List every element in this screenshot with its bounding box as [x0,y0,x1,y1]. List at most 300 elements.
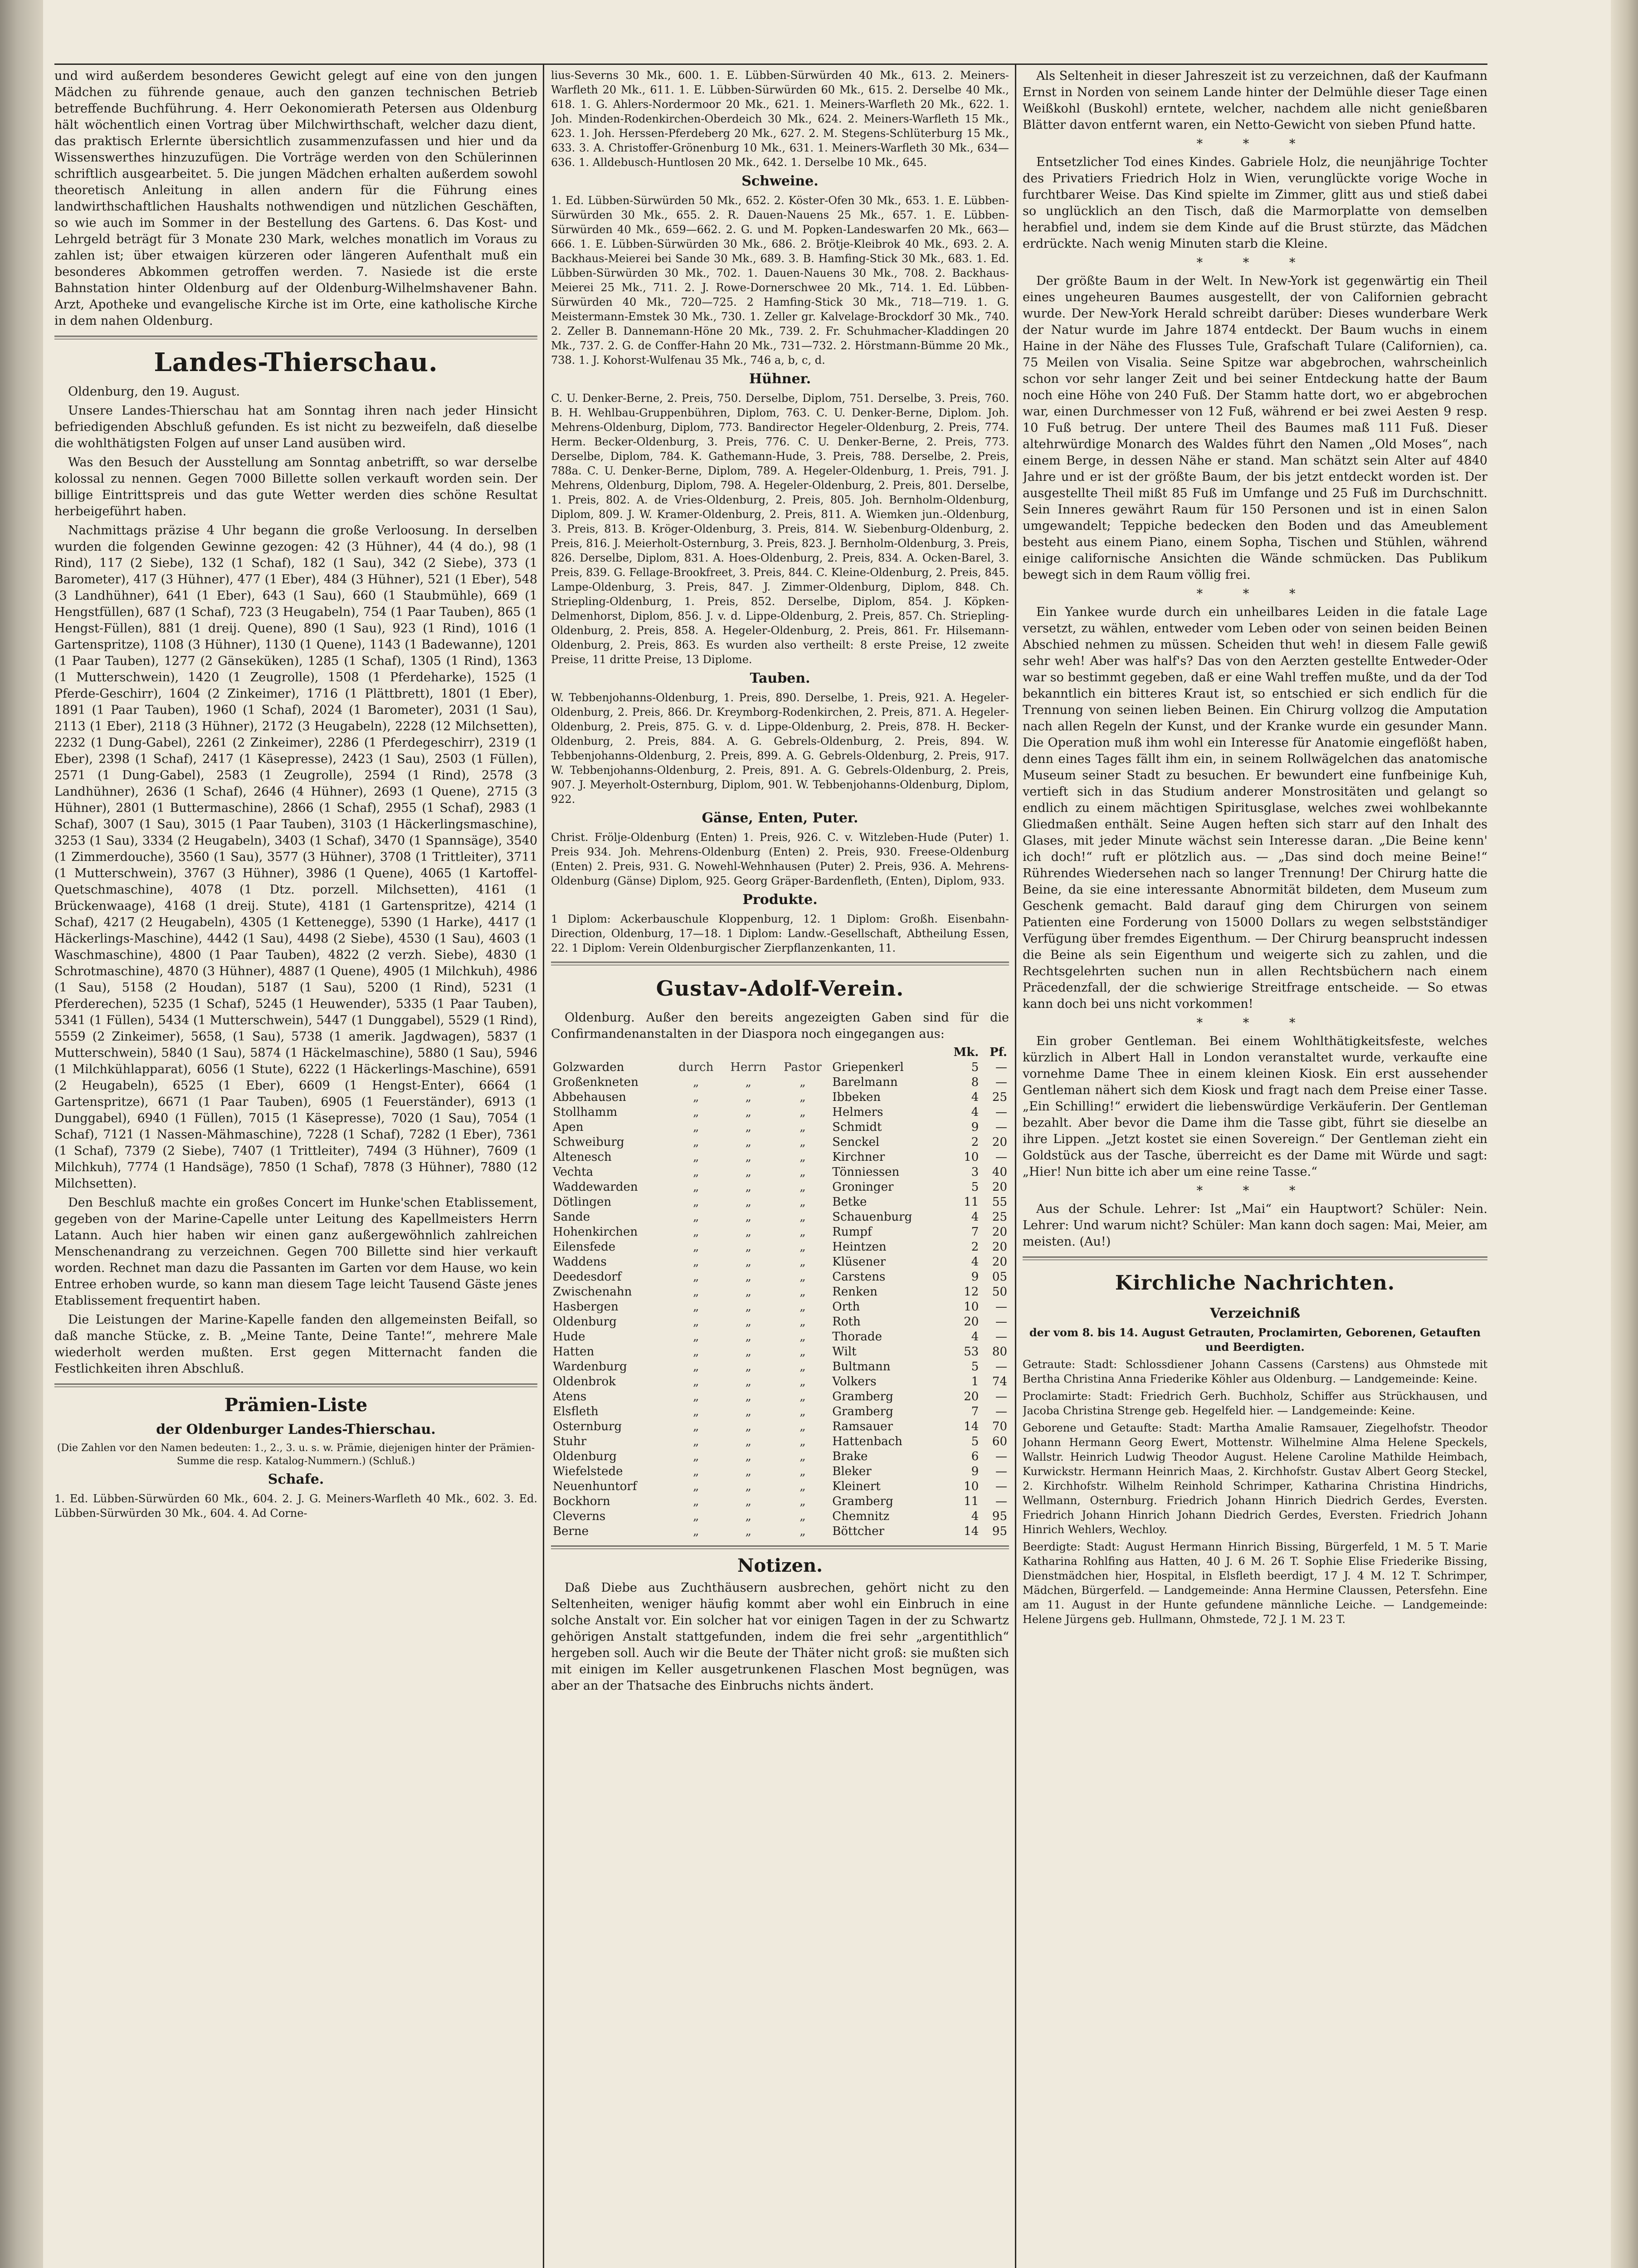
table-cell: „ [800,1495,806,1508]
text-paragraph: 1. Ed. Lübben-Sürwürden 60 Mk., 604. 2. J. G. Meiners-Warfleth 40 Mk., 602. 3. Ed. Lübben-Sürwürden 30 Mk., 604. 4. Ad Corne- [54,1492,537,1520]
text-paragraph: Proclamirte: Stadt: Friedrich Gerh. Buchholz, Schiffer aus Strückhausen, und Jacoba Christina Strenge geb. Hegelfeld hier. — Landgemeinde: Keine. [1023,1390,1487,1417]
text-paragraph: 1 Diplom: Ackerbauschule Kloppenburg, 12. 1 Diplom: Großh. Eisenbahn-Direction, Oldenburg, 17—18. 1 Diplom: Landw.-Gesellschaft, Abtheilung Essen, 22. 1 Diplom: Verein Oldenburgischer Zierpflanzenkanten, 11. [551,913,1009,954]
table-row [551,1180,1009,1195]
table-cell: Orth [832,1300,860,1314]
table-row [551,1494,1009,1509]
table-cell: 4 [971,1105,979,1119]
table-row [551,1270,1009,1285]
text-paragraph: Oldenburg. Außer den bereits angezeigten Gaben sind für die Confirmandenanstalten in der Diaspora noch eingegangen aus: [551,1011,1009,1041]
table-cell: 20 [992,1240,1007,1254]
table-cell: „ [745,1405,751,1418]
table-row [551,1105,1009,1120]
table-cell: „ [800,1270,806,1284]
table-cell: — [995,1120,1007,1134]
table-cell: „ [693,1120,699,1134]
table-cell: Cleverns [553,1510,606,1523]
separator-stars: * * * [1196,587,1314,601]
table-cell: „ [800,1300,806,1314]
table-cell: „ [745,1210,751,1224]
table-cell: 9 [971,1270,979,1284]
table-cell: Helmers [832,1105,883,1119]
table-cell: Neuenhuntorf [553,1480,637,1493]
table-cell: „ [800,1255,806,1269]
table-cell: Groninger [832,1180,894,1194]
table-cell: Stuhr [553,1435,587,1448]
table-cell: 20 [964,1390,979,1403]
table-cell: Betke [832,1195,867,1209]
table-row [551,1150,1009,1165]
table-cell: 9 [971,1120,979,1134]
table-cell: Oldenburg [553,1450,617,1463]
table-cell: Kirchner [832,1150,885,1164]
table-cell: „ [800,1330,806,1344]
table-cell: „ [693,1225,699,1239]
table-row [551,1359,1009,1374]
table-row [551,1464,1009,1479]
table-cell: „ [693,1480,699,1493]
dateline: Oldenburg, den 19. August. [68,385,240,399]
table-cell: 14 [964,1525,979,1538]
section-heading: Landes-Thierschau. [154,347,438,377]
table-cell: Waddewarden [553,1180,638,1194]
table-cell: Schauenburg [832,1210,912,1224]
table-cell: Atens [553,1390,587,1403]
table-cell: 3 [971,1165,979,1179]
table-row [551,1165,1009,1180]
text-paragraph: Die Leistungen der Marine-Kapelle fanden den allgemeinsten Beifall, so daß manche Stücke, z. B. „Meine Tante, Deine Tante!“, mehrere Male wiederholt werden mußten. Erst gegen Mitternacht fanden die Festlichkeiten ihren Abschluß. [54,1313,537,1376]
text-paragraph: Nachmittags präzise 4 Uhr begann die große Verloosung. In derselben wurden die folgenden Gewinne gezogen: 42 (3 Hühner), 44 (4 do.), 98 (1 Rind), 117 (2 Siebe), 132 (1 Schaf), 182 (1 Sau), 342 (2 Siebe), 373 (1 Barometer), 417 (3 Hühner), 477 (1 Eber), 484 (3 Hühner), 521 (1 Eber), 548 (3 Landhühner), 641 (1 Eber), 643 (1 Sau), 660 (1 Staubmühle), 669 (1 Hengstfüllen), 687 (1 Schaf), 723 (3 Heugabeln), 754 (1 Paar Tauben), 865 (1 Hengst-Füllen), 881 (1 dreij. Quene), 890 (1 Sau), 923 (1 Rind), 1016 (1 Gartenspritze), 1108 (3 Hühner), 1130 (1 Quene), 1143 (1 Badewanne), 1201 (1 Paar Tauben), 1277 (2 Gänseküken), 1285 (1 Schaf), 1305 (1 Rind), 1363 (1 Mutterschwein), 1420 (1 Zeugrolle), 1508 (1 Pferdeharke), 1525 (1 Pferde-Geschirr), 1604 (2 Zinkeimer), 1716 (1 Plättbrett), 1801 (1 Eber), 1891 (1 Paar Tauben), 1960 (1 Schaf), 2024 (1 Barometer), 2031 (1 Sau), 2113 (1 Eber), 2118 (3 Hühner), 2172 (3 Heugabeln), 2228 (12 Milchsetten), 2232 (1 Dung-Gabel), 2261 (2 Zinkeimer), 2286 (1 Pferdegeschirr), 2319 (1 Eber), 2398 (1 Schaf), 2417 (1 Käsepresse), 2423 (1 Sau), 2503 (1 Füllen), 2571 (1 Dung-Gabel), 2583 (1 Zeugrolle), 2594 (1 Rind), 2578 (3 Landhühner), 2636 (1 Schaf), 2646 (4 Hühner), 2693 (1 Quene), 2715 (3 Hühner), 2801 (1 Buttermaschine), 2866 (1 Schaf), 2955 (1 Schaf), 2983 (1 Schaf), 3007 (1 Sau), 3015 (1 Paar Tauben), 3103 (1 Häckerlingsmaschine), 3253 (1 Sau), 3334 (2 Heugabeln), 3403 (1 Schaf), 3470 (1 Spannsäge), 3540 (1 Zimmerdouche), 3560 (1 Sau), 3577 (3 Hühner), 3708 (1 Trittleiter), 3711 (1 Mutterschwein), 3767 (3 Hühner), 3986 (1 Quene), 4065 (1 Kartoffel-Quetschmaschine), 4078 (1 Dtz. porzell. Milchsetten), 4161 (1 Brückenwaage), 4168 (1 dreij. Stute), 4181 (1 Gartenspritze), 4214 (1 Schaf), 4217 (2 Heugabeln), 4305 (1 Kettenegge), 5390 (1 Harke), 4417 (1 Häckerlings-Maschine), 4442 (1 Sau), 4498 (2 Siebe), 4530 (1 Sau), 4603 (1 Waschmaschine), 4800 (1 Paar Tauben), 4822 (2 verzh. Siebe), 4830 (1 Schrotmaschine), 4870 (3 Hühner), 4887 (1 Quene), 4905 (1 Milchkuh), 4986 (1 Sau), 5158 (2 Houdan), 5187 (1 Sau), 5200 (1 Rind), 5231 (1 Pferderechen), 5235 (1 Schaf), 5245 (1 Heuwender), 5335 (1 Paar Tauben), 5341 (1 Füllen), 5434 (1 Mutterschwein), 5447 (1 Dunggabel), 5529 (1 Rind), 5559 (2 Zinkeimer), 5658, (1 Sau), 5738 (1 amerik. Jagdwagen), 5837 (1 Mutterschwein), 5840 (1 Sau), 5874 (1 Häckelmaschine), 5880 (1 Sau), 5946 (1 Milchkühlapparat), 6056 (1 Stute), 6222 (1 Häckerlings-Maschine), 6591 (2 Heugabeln), 6525 (1 Eber), 6609 (1 Hengst-Enter), 6664 (1 Gartenspritze), 6671 (1 Paar Tauben), 6905 (1 Feuerständer), 6913 (1 Dunggabel), 6940 (1 Füllen), 7015 (1 Käsepresse), 7020 (1 Sau), 7054 (1 Schaf), 7121 (1 Nassen-Mähmaschine), 7228 (1 Schaf), 7282 (1 Eber), 7361 (1 Schaf), 7379 (2 Siebe), 7407 (1 Trittleiter), 7494 (3 Hühner), 7609 (1 Milchkuh), 7774 (1 Handsäge), 7850 (1 Schaf), 7878 (3 Hühner), 7880 (12 Milchsetten). [54,523,537,1191]
note: (Die Zahlen vor den Namen bedeuten: 1., 2., 3. u. s. w. Prämie, diejenigen hinter der Prämien-Summe die resp. Katalog-Nummern.) (Schluß.) [57,1442,535,1467]
table-cell: 20 [992,1225,1007,1239]
table-cell: Dötlingen [553,1195,612,1209]
table-cell: Bockhorn [553,1495,610,1508]
text-paragraph: Der größte Baum in der Welt. In New-York ist gegenwärtig ein Theil eines ungeheuren Baumes ausgestellt, der von Californien gebracht wurde. Der New-York Herald schreibt darüber: Dieses wunderbare Werk der Natur wurde im Jahre 1874 entdeckt. Der Baum wuchs in einem Haine in der Nähe des Flusses Tule, Grafschaft Tulare (Californien), ca. 75 Meilen von Visalia. Seine Spitze war abgebrochen, wahrscheinlich schon vor sehr langer Zeit und bei seiner Entdeckung hatte der Baum noch eine Höhe von 240 Fuß. Der Stamm hatte dort, wo er abgebrochen war, einen Durchmesser von 12 Fuß, während er bei zwei Aesten 9 resp. 10 Fuß betrug. Der untere Theil des Baumes maß 111 Fuß. Dieser altehrwürdige Monarch des Waldes führt den Namen „Old Moses“, nach einem Berge, in dessen Nähe er stand. Man schätzt sein Alter auf 4840 Jahre und er ist der größte Baum, der bis jetzt entdeckt worden ist. Der ausgestellte Theil mißt 85 Fuß im Umfange und 25 Fuß im Durchschnitt. Sein Inneres gewährt Raum für 150 Personen und ist in einen Salon umgewandelt; Teppiche bedecken den Boden und das Ameublement besteht aus einem Piano, einem Sopha, Tischen und Stühlen, während einige californische Ansichten die Wände schmücken. Das Publikum bewegt sich in dem Raum völlig frei. [1023,274,1487,582]
table-cell: 25 [992,1090,1007,1104]
table-cell: „ [693,1090,699,1104]
table-cell: 4 [971,1210,979,1224]
table-row [551,1479,1009,1494]
table-cell: 11 [964,1195,979,1209]
table-cell: „ [693,1150,699,1164]
table-cell: 20 [964,1315,979,1329]
text-paragraph: Geborene und Getaufte: Stadt: Martha Amalie Ramsauer, Ziegelhofstr. Theodor Johann Hermann Georg Ewert, Mottenstr. Wilhelmine Alma Helene Speckels, Wallstr. Heinrich Ludwig Theodor August. Helene Caroline Mathilde Heimbach, Kurwickstr. Hermann Heinrich Maas, 2. Kirchhofstr. Gustav Albert Georg Steckel, 2. Kirchhofstr. Wilhelm Reinhold Schrimper, Katharina Christina Hindrichs, Wellmann, Osternburg. Friedrich Johann Hinrich Diedrich Gerdes, Eversten. Friedrich Johann Hinrich Johann Diedrich Gerdes, Eversten. Friedrich Johann Hinrich Wehlers, Wechloy. [1023,1422,1487,1536]
donation-table [551,1045,1009,1539]
table-cell: — [995,1300,1007,1314]
table-cell: 10 [964,1480,979,1493]
section-subheading: Verzeichniß [1209,1305,1300,1321]
table-cell: 12 [964,1285,979,1299]
table-cell: 9 [971,1465,979,1478]
table-cell: „ [693,1240,699,1254]
table-cell: „ [693,1330,699,1344]
table-cell: Ramsauer [832,1420,893,1433]
table-cell: „ [745,1375,751,1388]
table-row [551,1075,1009,1090]
table-cell: Wiefelstede [553,1465,623,1478]
table-row [551,1330,1009,1344]
table-header-row [551,1045,1009,1060]
table-cell: „ [745,1285,751,1299]
table-cell: „ [745,1315,751,1329]
table-cell: Gramberg [832,1405,893,1418]
table-row [551,1344,1009,1359]
table-row [551,1374,1009,1389]
text-paragraph: Christ. Frölje-Oldenburg (Enten) 1. Preis, 926. C. v. Witzleben-Hude (Puter) 1. Preis 934. Joh. Mehrens-Oldenburg (Enten) 2. Preis, 930. Freese-Oldenburg (Enten) 2. Preis, 931. G. Nowehl-Wehnhausen (Puter) 2. Preis, 936. A. Mehrens-Oldenburg (Gänse) Diplom, 925. Georg Gräper-Bardenfleth, (Enten), Diplom, 933. [551,831,1009,887]
table-cell: 4 [971,1255,979,1269]
table-cell: Oldenburg [553,1315,617,1329]
table-cell: „ [745,1165,751,1179]
table-cell: „ [693,1420,699,1433]
table-cell: „ [800,1225,806,1239]
table-cell: „ [745,1270,751,1284]
table-cell: „ [693,1375,699,1388]
text-paragraph: Entsetzlicher Tod eines Kindes. Gabriele Holz, die neunjährige Tochter des Privatiers Friedrich Holz in Wien, verunglückte vorige Woche in furchtbarer Weise. Das Kind spielte im Zimmer, glitt aus und stieß dabei so unglücklich an den Tisch, daß die Marmorplatte von demselben herabfiel und, indem sie dem Kinde auf die Brust stürzte, das Mädchen erdrückte. Nach wenig Minuten starb die Kleine. [1023,155,1487,251]
separator-stars: * * * [1196,1184,1314,1198]
section-heading: Gustav-Adolf-Verein. [656,976,904,1001]
table-cell: 55 [992,1195,1007,1209]
table-cell: Osternburg [553,1420,622,1433]
table-cell: „ [800,1150,806,1164]
table-cell: 60 [992,1435,1007,1448]
table-cell: „ [800,1345,806,1359]
table-cell: „ [745,1150,751,1164]
category-heading: Hühner. [749,371,811,387]
table-cell: „ [800,1285,806,1299]
table-cell: „ [800,1165,806,1179]
table-row [551,1389,1009,1404]
table-cell: Wilt [832,1345,857,1359]
table-cell: — [995,1150,1007,1164]
table-cell: 5 [971,1061,979,1074]
table-cell: 20 [992,1255,1007,1269]
table-row [551,1225,1009,1240]
table-cell: 53 [964,1345,979,1359]
table-cell: „ [745,1240,751,1254]
table-cell: Vechta [553,1165,594,1179]
table-cell: Deedesdorf [553,1270,622,1284]
table-row [551,1255,1009,1270]
page-edge [1611,0,1638,2268]
table-cell: Gramberg [832,1390,893,1403]
table-cell: 14 [964,1420,979,1433]
table-cell: „ [693,1495,699,1508]
table-cell: Hude [553,1330,585,1344]
table-cell: „ [800,1075,806,1089]
table-cell: „ [745,1105,751,1119]
table-cell: Barelmann [832,1075,898,1089]
table-cell: Senckel [832,1135,880,1149]
table-cell: Wardenburg [553,1360,627,1374]
table-cell: Abbehausen [553,1090,626,1104]
table-row [551,1419,1009,1434]
table-cell: 10 [964,1300,979,1314]
table-cell: „ [745,1135,751,1149]
table-cell: „ [745,1300,751,1314]
table-cell: 40 [992,1165,1007,1179]
table-cell: „ [800,1195,806,1209]
table-cell: — [995,1480,1007,1493]
text-paragraph: C. U. Denker-Berne, 2. Preis, 750. Derselbe, Diplom, 751. Derselbe, 3. Preis, 760. B. H. Wehlbau-Gruppenbühren, Diplom, 763. C. U. Denker-Berne, Diplom. Joh. Mehrens-Oldenburg, Diplom, 773. Bandirector Hegeler-Oldenburg, 2. Preis, 774. Herm. Becker-Oldenburg, 3. Preis, 776. C. U. Denker-Berne, 2. Preis, 773. Derselbe, Diplom, 784. K. Gathemann-Hude, 3. Preis, 788. Derselbe, 2. Preis, 788a. C. U. Denker-Berne, Diplom, 789. A. Hegeler-Oldenburg, 1. Preis, 791. J. Mehrens, Oldenburg, Diplom, 798. A. Hegeler-Oldenburg, 2. Preis, 801. Derselbe, 1. Preis, 802. A. de Vries-Oldenburg, 2. Preis, 805. Joh. Bernholm-Oldenburg, Diplom, 809. J. W. Kramer-Oldenburg, 2. Preis, 811. A. Wiemken jun.-Oldenburg, 3. Preis, 813. B. Kröger-Oldenburg, 3. Preis, 814. W. Siebenburg-Oldenburg, 2. Preis, 816. J. Meierholt-Osternburg, 3. Preis, 823. J. Bernholm-Oldenburg, 3. Preis, 826. Derselbe, Diplom, 831. A. Hoes-Oldenburg, 2. Preis, 834. A. Ocken-Barel, 3. Preis, 839. G. Fellage-Brookfreet, 3. Preis, 844. C. Kleine-Oldenburg, 2. Preis, 845. Lampe-Oldenburg, 3. Preis, 847. J. Zimmer-Oldenburg, Diplom, 848. Ch. Striepling-Oldenburg, 1. Preis, 852. Derselbe, Diplom, 854. J. Köpken-Delmenhorst, Diplom, 856. J. v. d. Lippe-Oldenburg, 2. Preis, 857. Ch. Striepling-Oldenburg, 2. Preis, 858. A. Hegeler-Oldenburg, 2. Preis, 861. Fr. Hilsemann-Oldenburg, 2. Preis, 863. Es wurden also vertheilt: 8 erste Preise, 12 zweite Preise, 11 dritte Preise, 13 Diplome. [551,392,1009,666]
table-cell: Tönniessen [832,1165,900,1179]
table-cell: — [995,1360,1007,1374]
divider [551,962,1009,965]
table-cell: 95 [992,1525,1007,1538]
table-cell: Berne [553,1525,589,1538]
divider [54,336,537,339]
table-cell: Carstens [832,1270,886,1284]
table-cell: Schweiburg [553,1135,624,1149]
section-heading: Notizen. [737,1555,823,1576]
table-cell: Waddens [553,1255,607,1269]
table-row [551,1404,1009,1419]
table-cell: 2 [971,1135,979,1149]
table-cell: „ [745,1330,751,1344]
table-cell: durch [678,1061,714,1074]
text-paragraph: Den Beschluß machte ein großes Concert im Hunke'schen Etablissement, gegeben von der Marine-Capelle unter Leitung des Kapellmeisters Herrn Latann. Auch hier haben wir einen ganz außergewöhnlich zahlreichen Menschenandrang zu verzeichnen. Gegen 700 Billette sind hier verkauft worden. Rechnet man dazu die Passanten im Garten vor dem Hause, wo kein Entree erhoben wurde, so kann man diesem Tage leicht Tausend Gäste jenes Etablissement frequentirt haben. [54,1196,537,1308]
table-cell: Hohenkirchen [553,1225,638,1239]
table-cell: „ [693,1345,699,1359]
column-rule [543,64,544,2268]
table-cell: „ [745,1360,751,1374]
table-cell: Volkers [832,1375,877,1388]
table-cell: „ [693,1075,699,1089]
table-cell: „ [745,1120,751,1134]
table-cell: „ [800,1090,806,1104]
table-cell: Chemnitz [832,1510,890,1523]
text-paragraph: Beerdigte: Stadt: August Hermann Hinrich Bissing, Bürgerfeld, 1 M. 5 T. Marie Katharina Rohlfing aus Hatten, 40 J. 6 M. 26 T. Sophie Elise Friederike Bissing, Dienstmädchen hier, Hospital, in Elsfleth beerdigt, 17 J. 4 M. 12 T. Schrimper, Mädchen, Bürgerfeld. — Landgemeinde: Anna Hermine Claussen, Petersfehn. Eine am 11. August in der Hunte gefundene männliche Leiche. — Landgemeinde: Helene Jürgens geb. Hullmann, Ohmstede, 72 J. 1 M. 23 T. [1023,1540,1487,1626]
table-cell: Renken [832,1285,878,1299]
table-cell: „ [693,1270,699,1284]
table-cell: „ [745,1390,751,1403]
table-cell: „ [800,1360,806,1374]
table-cell: „ [800,1480,806,1493]
table-cell: — [995,1330,1007,1344]
table-cell: „ [745,1195,751,1209]
table-cell: „ [745,1450,751,1463]
table-cell: „ [800,1435,806,1448]
table-cell: „ [800,1180,806,1194]
table-cell: Altenesch [553,1150,612,1164]
table-cell: 7 [971,1405,979,1418]
table-cell: „ [693,1165,699,1179]
table-cell: „ [693,1105,699,1119]
table-cell: „ [693,1180,699,1194]
table-row [551,1434,1009,1449]
table-cell: 25 [992,1210,1007,1224]
table-cell: — [995,1495,1007,1508]
table-row [551,1509,1009,1524]
table-cell: 1 [971,1375,979,1388]
table-row [551,1300,1009,1315]
table-cell: „ [693,1510,699,1523]
table-cell: Hattenbach [832,1435,902,1448]
table-cell: „ [800,1210,806,1224]
table-cell: Kleinert [832,1480,881,1493]
table-cell: „ [800,1390,806,1403]
table-cell: „ [745,1420,751,1433]
table-row [551,1090,1009,1105]
table-cell: 4 [971,1330,979,1344]
table-cell: 6 [971,1450,979,1463]
table-cell: „ [745,1435,751,1448]
text-paragraph: lius-Severns 30 Mk., 600. 1. E. Lübben-Sürwürden 40 Mk., 613. 2. Meiners-Warfleth 20 Mk., 611. 1. E. Lübben-Sürwürden 60 Mk., 615. 2. Derselbe 40 Mk., 618. 1. G. Ahlers-Nordermoor 20 Mk., 621. 1. Meiners-Warfleth 20 Mk., 622. 1. Joh. Minden-Rodenkirchen-Oberdeich 30 Mk., 624. 2. Meiners-Warfleth 15 Mk., 623. 1. Joh. Herssen-Pferdeberg 20 Mk., 627. 2. M. Stegens-Schlüterburg 15 Mk., 633. 3. A. Christoffer-Grönenburg 10 Mk., 631. 1. Meiners-Warfleth 30 Mk., 634—636. 1. Alldebusch-Huntlosen 20 Mk., 642. 1. Derselbe 10 Mk., 645. [551,69,1009,169]
text-paragraph: Als Seltenheit in dieser Jahreszeit ist zu verzeichnen, daß der Kaufmann Ernst in Norden von seinem Lande hinter der Delmühle dieser Tage einen Weißkohl (Buskohl) erntete, welcher, nachdem alle nicht genießbaren Blätter davon entfernt waren, ein Netto-Gewicht von sieben Pfund hatte. [1023,69,1487,132]
table-cell: Hasbergen [553,1300,619,1314]
table-row [551,1195,1009,1210]
table-cell: Rumpf [832,1225,872,1239]
category-heading: Gänse, Enten, Puter. [702,810,858,826]
table-cell: Oldenbrok [553,1375,616,1388]
table-cell: — [995,1075,1007,1089]
table-cell: „ [800,1465,806,1478]
divider [1023,1256,1487,1260]
table-cell: — [995,1450,1007,1463]
table-cell: „ [800,1105,806,1119]
divider [551,1545,1009,1549]
table-cell: 10 [964,1150,979,1164]
table-row [551,1210,1009,1225]
table-cell: „ [800,1510,806,1523]
text-paragraph: 1. Ed. Lübben-Sürwürden 50 Mk., 652. 2. Köster-Ofen 30 Mk., 653. 1. E. Lübben-Sürwürden 30 Mk., 655. 2. R. Dauen-Nauens 25 Mk., 657. 1. E. Lübben-Sürwürden 40 Mk., 659—662. 2. G. und M. Popken-Landeswarfen 20 Mk., 663—666. 1. E. Lübben-Sürwürden 30 Mk., 686. 2. Brötje-Kleibrok 40 Mk., 693. 2. A. Backhaus-Meierei bei Sande 30 Mk., 689. 3. B. Hamfing-Stick 30 Mk., 683. 1. Ed. Lübben-Sürwürden 30 Mk., 702. 1. Dauen-Nauens 30 Mk., 708. 2. Backhaus-Meierei 25 Mk., 711. 2. J. Rowe-Dornerschwee 20 Mk., 714. 1. Ed. Lübben-Sürwürden 40 Mk., 720—725. 2 Hamfing-Stick 30 Mk., 718—719. 1. G. Meistermann-Emstek 30 Mk., 730. 1. Zeller gr. Kalvelage-Brockdorf 30 Mk., 740. 2. Zeller B. Dannemann-Höne 20 Mk., 739. 2. Fr. Schuhmacher-Kladdingen 20 Mk., 737. 2. G. de Conffer-Hahn 20 Mk., 731—732. 2. Hörstmann-Bümme 20 Mk., 738. 1. J. Kohorst-Wulfenau 35 Mk., 746 a, b, c, d. [551,194,1009,367]
table-cell: „ [693,1285,699,1299]
table-cell: Stollhamm [553,1105,618,1119]
table-cell: Zwischenahn [553,1285,632,1299]
column-right [1023,68,1487,2268]
table-cell: 11 [964,1495,979,1508]
table-cell: Thorade [832,1330,882,1344]
table-cell: „ [693,1390,699,1403]
table-cell: 5 [971,1180,979,1194]
table-row [551,1120,1009,1135]
table-cell: 20 [992,1180,1007,1194]
section-heading: Prämien-Liste [224,1394,368,1416]
table-cell: „ [745,1465,751,1478]
table-cell: „ [693,1315,699,1329]
table-cell: Pastor [784,1061,822,1074]
table-cell: Gramberg [832,1495,893,1508]
table-cell: „ [800,1375,806,1388]
table-cell: „ [693,1525,699,1538]
table-cell: 05 [992,1270,1007,1284]
section-heading: Kirchliche Nachrichten. [1115,1271,1395,1295]
table-cell: „ [745,1525,751,1538]
table-cell: 20 [992,1135,1007,1149]
table-cell: „ [745,1255,751,1269]
table-cell: „ [800,1120,806,1134]
column-header: Pf. [990,1046,1007,1059]
separator-stars: * * * [1196,137,1314,151]
table-cell: Griepenkerl [832,1061,904,1074]
table-row [551,1285,1009,1300]
table-cell: „ [693,1360,699,1374]
table-cell: Apen [553,1120,584,1134]
table-cell: Bleker [832,1465,872,1478]
table-cell: Sande [553,1210,590,1224]
table-cell: 74 [992,1375,1007,1388]
table-row [551,1524,1009,1539]
table-cell: „ [800,1420,806,1433]
table-cell: „ [693,1450,699,1463]
table-cell: — [995,1390,1007,1403]
table-cell: — [995,1315,1007,1329]
table-cell: 5 [971,1360,979,1374]
table-cell: 50 [992,1285,1007,1299]
table-cell: „ [745,1090,751,1104]
table-cell: Klüsener [832,1255,886,1269]
category-heading: Schafe. [268,1471,324,1487]
column-rule [1015,64,1016,2268]
table-cell: Golzwarden [553,1061,624,1074]
table-cell: Schmidt [832,1120,882,1134]
table-cell: 4 [971,1510,979,1523]
table-cell: „ [745,1480,751,1493]
table-cell: Brake [832,1450,868,1463]
table-cell: Heintzen [832,1240,887,1254]
table-cell: — [995,1105,1007,1119]
section-subheading: der Oldenburger Landes-Thierschau. [156,1422,436,1437]
table-cell: „ [745,1075,751,1089]
table-row [551,1240,1009,1255]
table-cell: Großenkneten [553,1075,639,1089]
separator-stars: * * * [1196,256,1314,270]
table-cell: — [995,1405,1007,1418]
column-left [54,68,537,2268]
table-cell: „ [745,1180,751,1194]
table-row [551,1449,1009,1464]
table-cell: „ [693,1435,699,1448]
table-cell: — [995,1465,1007,1478]
table-cell: 8 [971,1075,979,1089]
text-paragraph: Aus der Schule. Lehrer: Ist „Mai“ ein Hauptwort? Schüler: Nein. Lehrer: Und warum nicht? Schüler: Man kann doch sagen: Mai, Meier, am meisten. (Au!) [1023,1202,1487,1249]
category-heading: Tauben. [750,670,810,686]
table-cell: Herrn [730,1061,767,1074]
table-cell: „ [800,1525,806,1538]
text-paragraph: Ein Yankee wurde durch ein unheilbares Leiden in die fatale Lage versetzt, zu wählen, entweder vom Leben oder von seinen beiden Beinen Abschied nehmen zu müssen. Scheiden thut weh! in diesem Falle gewiß sehr weh! Aber was half's? Das von den Aerzten gestellte Entweder-Oder war so bestimmt gegeben, daß er eine Wahl treffen mußte, und da der Tod bekanntlich ein bitteres Kraut ist, so entschied er sich endlich für die Trennung von seinen lieben Beinen. Ein Chirurg vollzog die Amputation nach allen Regeln der Kunst, und der Kranke wurde ein gesunder Mann. Die Operation muß ihm wohl ein Interesse für Anatomie eingeflößt haben, denn eines Tages fällt ihm ein, in seinem Rollwägelchen das anatomische Museum seiner Stadt zu besuchen. Er bewundert eine funfbeinige Kuh, vertieft sich in das Studium anderer Monstrositäten und gelangt so endlich zu einem mächtigen Spiritusglase, welches zwei wohlbekannte Gliedmaßen enthält. Seine Augen heften sich starr auf den Inhalt des Glases, mit jeder Minute wächst sein Interesse daran. „Die Beine kenn' ich doch!“ ruft er plötzlich aus. — „Das sind doch meine Beine!“ Rührendes Wiedersehen nach so langer Trennung! Der Chirurg hatte die Beine, da sie eine interessante Abnormität bildeten, dem Museum zum Geschenk gemacht. Bald darauf ging dem Chirurgen von seinem Patienten eine Forderung von 15000 Dollars zu wegen selbstständiger Verfügung über fremdes Eigenthum. — Der Chirurg beansprucht indessen die Beine als sein Eigenthum und weigerte sich zu zahlen, und die Rechtsgelehrten suchen nun in allen Rechtsbüchern nach einem Präcedenzfall, der die schwierige Streitfrage entscheide. — So etwas kann doch bei uns nicht vorkommen! [1023,605,1487,1011]
table-cell: „ [693,1210,699,1224]
table-cell: „ [745,1345,751,1359]
table-cell: Bultmann [832,1360,891,1374]
table-cell: „ [693,1255,699,1269]
table-cell: „ [745,1225,751,1239]
table-cell: „ [800,1240,806,1254]
table-cell: — [995,1061,1007,1074]
table-cell: Böttcher [832,1525,885,1538]
text-paragraph: W. Tebbenjohanns-Oldenburg, 1. Preis, 890. Derselbe, 1. Preis, 921. A. Hegeler-Oldenburg, 2. Preis, 866. Dr. Kreymborg-Rodenkirchen, 2. Preis, 871. A. Hegeler-Oldenburg, 2. Preis, 875. G. v. d. Lippe-Oldenburg, 2. Preis, 878. H. Becker-Oldenburg, 2. Preis, 884. A. G. Gebrels-Oldenburg, 2. Preis, 894. W. Tebbenjohanns-Oldenburg, 2. Preis, 899. A. G. Gebrels-Oldenburg, 2. Preis, 917. W. Tebbenjohanns-Oldenburg, 2. Preis, 891. A. G. Gebrels-Oldenburg, 2. Preis, 907. J. Meyerholt-Osternburg, Diplom, 901. W. Tebbenjohanns-Oldenburg, Diplom, 922. [551,691,1009,806]
text-paragraph: Ein grober Gentleman. Bei einem Wohlthätigkeitsfeste, welches kürzlich in Albert Hall in London veranstaltet wurde, verkaufte eine vornehme Dame Thee in einem kleinen Kiosk. Ein erst aussehender Gentleman nähert sich dem Kiosk und fragt nach dem Preise einer Tasse. „Ein Schilling!“ erwidert die liebenswürdige Verkäuferin. Der Gentleman bezahlt. Aber bevor die Dame ihm die Tasse gibt, führt sie dieselbe an ihre Lippen. „Jetzt kostet sie einen Sovereign.“ Der Gentleman zieht ein Goldstück aus der Tasche, überreicht es der Dame mit Würde und sagt: „Hier! Nun bitte ich aber um eine reine Tasse.“ [1023,1034,1487,1179]
table-cell: „ [693,1300,699,1314]
separator-stars: * * * [1196,1016,1314,1030]
table-cell: Roth [832,1315,861,1329]
category-heading: Produkte. [742,892,818,908]
table-cell: „ [693,1195,699,1209]
table-cell: „ [745,1495,751,1508]
table-cell: Eilensfede [553,1240,616,1254]
table-cell: „ [800,1315,806,1329]
table-cell: Hatten [553,1345,595,1359]
text-paragraph: Was den Besuch der Ausstellung am Sonntag anbetrifft, so war derselbe kolossal zu nennen. Gegen 7000 Billette sollen verkauft worden sein. Der billige Eintrittspreis und das gute Wetter werden dies schöne Resultat herbeigeführt haben. [54,455,537,518]
text-paragraph: Unsere Landes-Thierschau hat am Sonntag ihren nach jeder Hinsicht befriedigenden Abschluß gefunden. Es ist nicht zu bezweifeln, daß dieselbe die wohlthätigsten Folgen auf unser Land ausüben wird. [54,404,537,450]
table-cell: 80 [992,1345,1007,1359]
table-cell: „ [745,1510,751,1523]
table-cell: „ [800,1450,806,1463]
table-cell: 7 [971,1225,979,1239]
table-cell: Elsfleth [553,1405,599,1418]
page-binding-shadow [0,0,43,2268]
table-cell: „ [800,1405,806,1418]
table-cell: „ [800,1135,806,1149]
table-row [551,1315,1009,1330]
table-cell: „ [693,1135,699,1149]
